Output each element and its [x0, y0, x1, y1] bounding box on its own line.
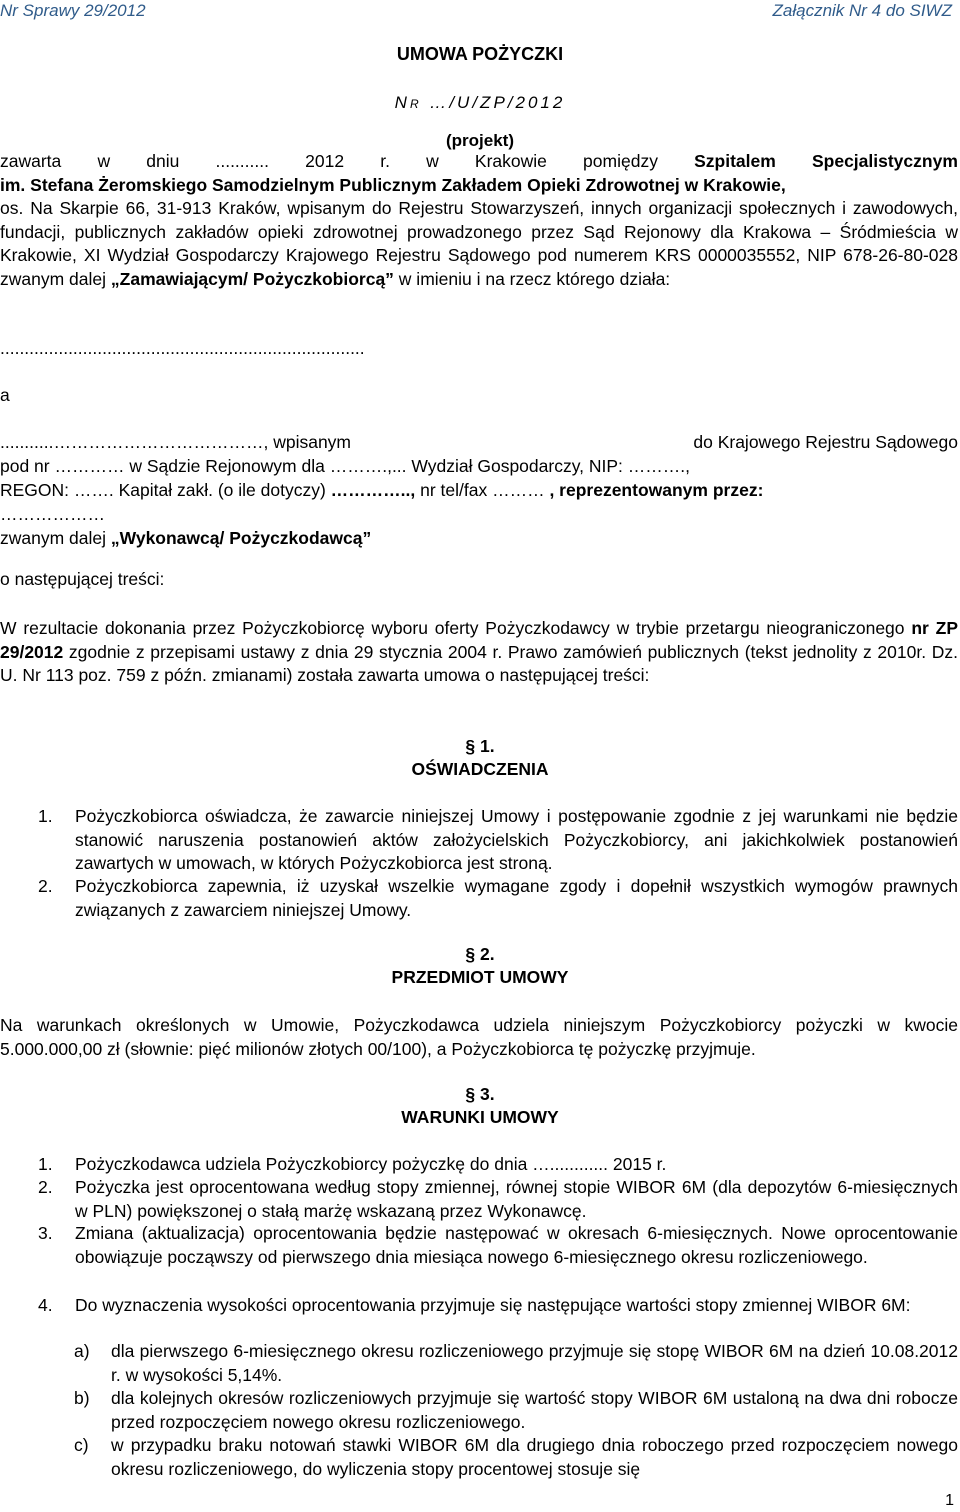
header-case-number: Nr Sprawy 29/2012 [0, 1, 146, 20]
list-item-text: Pożyczkobiorca zapewnia, iż uzyskał wszelkie wymagane zgody i dopełnił wszystkich wymogów prawnych związanych z zawarciem niniejszej Umowy. [75, 876, 958, 920]
intro-word: 2012 [305, 151, 345, 171]
sub-list-item-letter: c) [74, 1435, 89, 1455]
intro-para-end: w imieniu i na rzecz którego działa: [393, 268, 671, 289]
sub-list-item-letter: b) [74, 1388, 90, 1408]
intro-word: w [97, 151, 111, 171]
contractor-line-3 [0, 479, 958, 503]
list-item-text: Do wyznaczenia wysokości oprocentowania przyjmuje się następujące wartości stopy zmiennej WIBOR 6M: [75, 1295, 911, 1315]
representative-dots: ........................................................................... [0, 338, 365, 358]
list-item [38, 875, 958, 922]
contractor-capital-dots: ………….., [330, 480, 416, 500]
intro-word: ........... [215, 151, 269, 171]
contractor-represented: , reprezentowanym przez: [549, 480, 764, 500]
list-item [38, 1222, 958, 1269]
intro-word: w [426, 151, 439, 171]
intro-word: Krakowie [474, 151, 547, 171]
main-para-text-2: zgodnie z przepisami ustawy z dnia 29 stycznia 2004 r. Prawo zamówień publicznych (tekst jednolity z 2010r. Dz. U. Nr 113 poz. 759 z późn. zmianami) została zawarta umowa o następującej treści: [0, 641, 958, 685]
list-item-number: 2. [38, 876, 53, 896]
sub-list-item-letter: a) [74, 1341, 90, 1361]
main-paragraph [0, 617, 958, 688]
main-para-text: W rezultacie dokonania przez Pożyczkobiorcę wyboru oferty Pożyczkodawcy w trybie przetargu nieograniczonego [0, 618, 912, 638]
contractor-role: „Wykonawcą/ Pożyczkodawcą” [110, 528, 372, 548]
list-item [38, 805, 958, 876]
section-1-number: § 1. [465, 736, 495, 756]
section-3-number: § 3. [465, 1084, 495, 1104]
sub-list-item [74, 1434, 958, 1481]
following-content-label: o następującej treści: [0, 569, 165, 589]
contractor-called: zwanym dalej [0, 528, 111, 548]
intro-word: Szpitalem [694, 151, 776, 171]
list-item-text: Pożyczkobiorca oświadcza, że zawarcie niniejszej Umowy i postępowanie zgodnie z jej warunkami nie będzie stanowić naruszenia postanowień aktów założycielskich Pożyczkobiorcy, ani jakichkolwiek postanowień zawartych w umowach, w których Pożyczkobiorca jest stroną. [75, 806, 958, 873]
sub-list-item-text: dla kolejnych okresów rozliczeniowych przyjmuje się wartość stopy WIBOR 6M ustaloną na dwa dni robocze przed rozpoczęciem nowego okresu rozliczeniowego. [111, 1388, 958, 1432]
contractor-line-1 [0, 431, 958, 455]
document-title: UMOWA POŻYCZKI [396, 44, 564, 64]
contractor-line-4: ……………… [0, 504, 105, 524]
contractor-line-2: pod nr ………… w Sądzie Rejonowym dla ……….,... Wydział Gospodarczy, NIP: ………., [0, 456, 691, 476]
contractor-tel: nr tel/fax ……… [415, 480, 550, 500]
sub-list-item [74, 1387, 958, 1434]
section-2-number: § 2. [465, 944, 495, 964]
section-2-text: Na warunkach określonych w Umowie, Pożyczkodawca udziela niniejszym Pożyczkobiorcy pożyczki w kwocie 5.000.000,00 zł (słownie: pięć milionów złotych 00/100), a Pożyczkobiorca tę pożyczkę przyjmuje. [0, 1015, 958, 1059]
header-attachment: Załącznik Nr 4 do SIWZ [772, 1, 952, 20]
list-item-number: 4. [38, 1295, 53, 1315]
conjunction-a: a [0, 385, 10, 405]
intro-line-1 [0, 150, 958, 174]
section-1-title: OŚWIADCZENIA [411, 759, 549, 779]
contractor-line-1-right: do Krajowego Rejestru Sądowego [693, 432, 958, 452]
document-number [0, 93, 960, 113]
contractor-line-5 [0, 527, 958, 551]
intro-word: pomiędzy [583, 151, 658, 171]
intro-word: r. [380, 151, 390, 171]
page-number: 1 [945, 1492, 954, 1509]
contractor-line-1-left: ...........………………………………, wpisanym [0, 432, 352, 452]
sub-list-item-text: w przypadku braku notowań stawki WIBOR 6M dla drugiego dnia roboczego przed rozpoczęciem nowego okresu rozliczeniowego, do wyliczenia stopy procentowej stosuje się [111, 1435, 958, 1479]
list-item-number: 1. [38, 806, 53, 826]
number-prefix-small: R [409, 97, 422, 111]
number-rest: …/U/ZP/2012 [421, 93, 566, 112]
list-item-text: Pożyczka jest oprocentowana według stopy zmiennej, równej stopie WIBOR 6M (dla depozytów 6-miesięcznych w PLN) powiększonej o stałą marżę wskazaną przez Wykonawcę. [75, 1177, 958, 1221]
list-item [38, 1176, 958, 1223]
list-item-number: 3. [38, 1223, 53, 1243]
list-item-text: Pożyczkodawca udziela Pożyczkobiorcy pożyczkę do dnia …............ 2015 r. [75, 1154, 667, 1174]
list-item-number: 1. [38, 1154, 53, 1174]
intro-word: Specjalistycznym [811, 151, 958, 171]
number-prefix: N [394, 93, 410, 112]
list-item-text: Zmiana (aktualizacja) oprocentowania będzie następować w okresach 6-miesięcznych. Nowe oprocentowanie obowiązuje począwszy od pierwszego dnia miesiąca nowego 6-miesięcznego okresu rozliczeniowego. [75, 1223, 958, 1267]
list-item-number: 2. [38, 1177, 53, 1197]
section-3-title: WARUNKI UMOWY [401, 1107, 559, 1127]
intro-para-text: os. Na Skarpie 66, 31-913 Kraków, wpisanym do Rejestru Stowarzyszeń, innych organizacji społecznych i zawodowych, fundacji, publicznych zakładów opieki zdrowotnej prowadzonego przez Sąd Rejonowy dla Krakowa – Śródmieścia w Krakowie, XI Wydział Gospodarczy Krajowego Rejestru Sądowego pod numerem KRS 0000035552, NIP 678-26-80-028 zwanym dalej [0, 198, 958, 289]
main-para-case-no: nr ZP 29/2012 [0, 618, 958, 662]
intro-paragraph [0, 197, 958, 291]
list-item [38, 1294, 958, 1318]
sub-list-item-text: dla pierwszego 6-miesięcznego okresu rozliczeniowego przyjmuje się stopę WIBOR 6M na dzień 10.08.2012 r. w wysokości 5,14%. [111, 1341, 958, 1385]
section-2-title: PRZEDMIOT UMOWY [391, 967, 569, 987]
contractor-regon: REGON: ……. Kapitał zakł. (o ile dotyczy) [0, 480, 331, 500]
intro-word: zawarta [0, 151, 62, 171]
sub-list-item [74, 1340, 958, 1387]
draft-label: (projekt) [446, 131, 514, 150]
intro-para-bold: „Zamawiającym/ Pożyczkobiorcą” [110, 268, 394, 289]
intro-word: dniu [146, 151, 180, 171]
list-item [38, 1153, 958, 1177]
intro-line-2: im. Stefana Żeromskiego Samodzielnym Publicznym Zakładem Opieki Zdrowotnej w Krakowie, [0, 175, 786, 195]
